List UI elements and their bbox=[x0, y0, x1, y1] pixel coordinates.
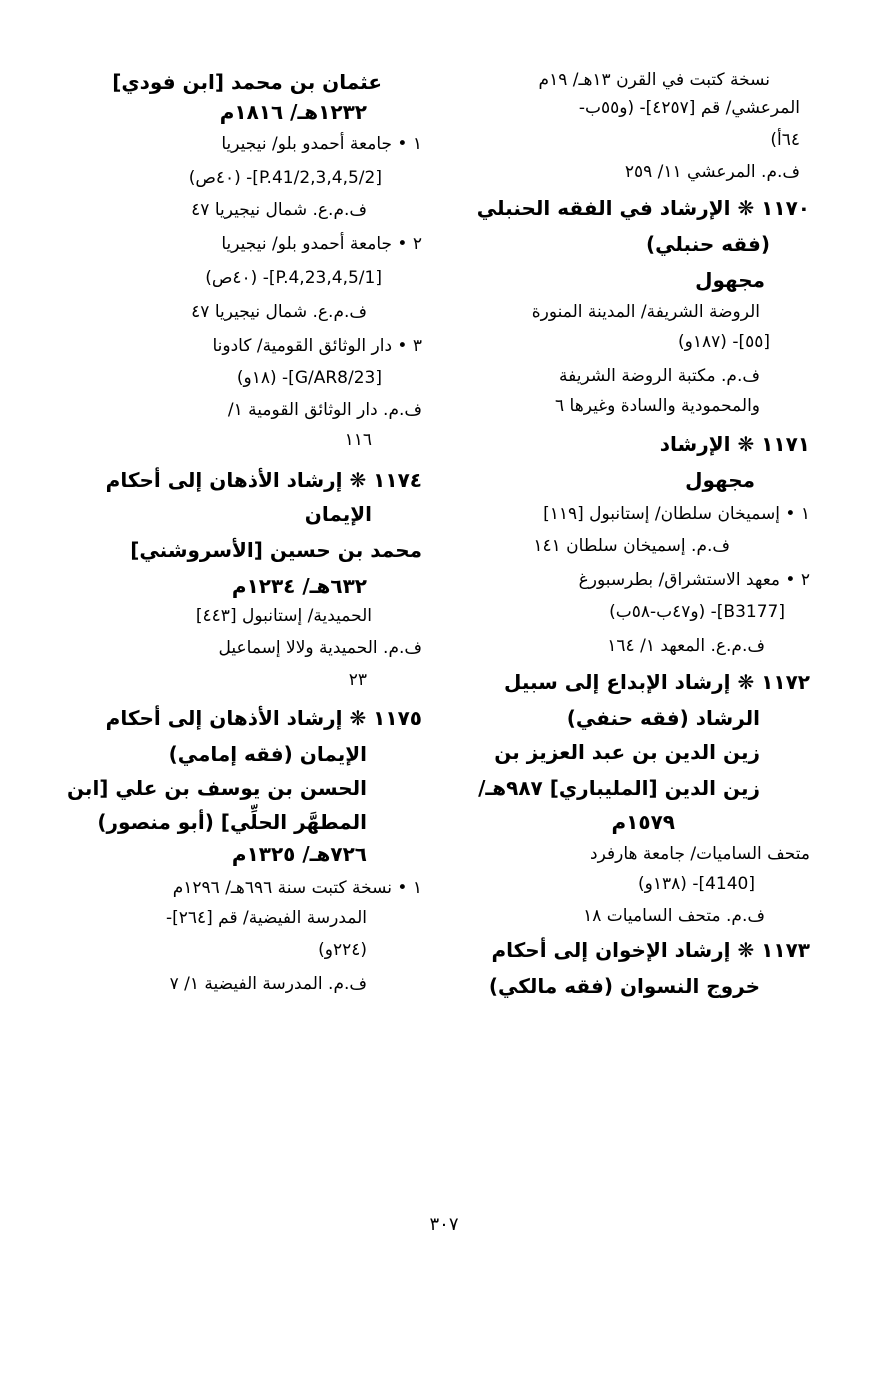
right-column-line-24: متحف الساميات/ جامعة هارفرد bbox=[590, 844, 810, 864]
right-column-line-16: ٢ • معهد الاستشراق/ بطرسبورغ bbox=[578, 570, 810, 590]
left-column-line-24: ٧٢٦هـ/ ١٣٢٥م bbox=[231, 842, 367, 866]
left-column-line-16: ٦٣٢هـ/ ١٢٣٤م bbox=[231, 574, 367, 598]
left-column-line-7: [1/P.4,23,4,5]- (٤٠ص) bbox=[205, 268, 382, 288]
left-column-line-25: ١ • نسخة كتبت سنة ٦٩٦هـ/ ١٢٩٦م bbox=[172, 878, 422, 898]
left-column-line-6: ٢ • جامعة أحمدو بلو/ نيجيريا bbox=[221, 234, 422, 254]
right-column-line-1: نسخة كتبت في القرن ١٣هـ/ ١٩م bbox=[538, 70, 770, 90]
left-column-line-28: ف.م. المدرسة الفيضية ١/ ٧ bbox=[169, 974, 367, 994]
left-column-line-18: ف.م. الحميدية ولالا إسماعيل bbox=[218, 638, 422, 658]
right-column-line-8: الروضة الشريفة/ المدينة المنورة bbox=[531, 302, 760, 322]
right-column-line-15: ف.م. إسميخان سلطان ١٤١ bbox=[533, 536, 730, 556]
right-column-line-11: والمحمودية والسادة وغيرها ٦ bbox=[555, 396, 760, 416]
left-column-line-4: [2/P.41/2,3,4,5]- (٤٠ص) bbox=[188, 168, 382, 188]
left-column-line-13: ١١٧٤ ❋ إرشاد الأذهان إلى أحكام bbox=[105, 468, 422, 492]
left-column-line-22: الحسن بن يوسف بن علي [ابن bbox=[66, 776, 367, 800]
left-column-line-3: ١ • جامعة أحمدو بلو/ نيجيريا bbox=[221, 134, 422, 154]
right-column-line-27: ١١٧٣ ❋ إرشاد الإخوان إلى أحكام bbox=[491, 938, 810, 962]
left-column-line-23: المطهَّر الحلِّي] (أبو منصور) bbox=[97, 810, 367, 834]
right-column-line-21: زين الدين بن عبد العزيز بن bbox=[494, 740, 760, 764]
left-column-line-9: ٣ • دار الوثائق القومية/ كادونا bbox=[212, 336, 422, 356]
left-column-line-17: الحميدية/ إستانبول [٤٤٣] bbox=[195, 606, 372, 626]
left-column-line-27: (٢٢٤و) bbox=[318, 940, 367, 960]
left-column-line-19: ٢٣ bbox=[348, 670, 367, 690]
left-column-line-2: ١٢٣٢هـ/ ١٨١٦م bbox=[219, 100, 367, 124]
right-column-line-9: [٥٥]- (١٨٧و) bbox=[678, 332, 770, 352]
left-column-line-11: ف.م. دار الوثائق القومية ١/ bbox=[227, 400, 422, 420]
left-column-line-5: ف.م.ع. شمال نيجيريا ٤٧ bbox=[191, 200, 367, 220]
right-column-line-12: ١١٧١ ❋ الإرشاد bbox=[659, 432, 810, 456]
right-column-line-5: ١١٧٠ ❋ الإرشاد في الفقه الحنبلي bbox=[476, 196, 810, 220]
right-column-line-6: (فقه حنبلي) bbox=[645, 232, 770, 256]
right-column-line-25: [4140]- (١٣٨و) bbox=[638, 874, 755, 894]
right-column-line-14: ١ • إسميخان سلطان/ إستانبول [١١٩] bbox=[543, 504, 810, 524]
right-column-line-22: زين الدين [المليباري] ٩٨٧هـ/ bbox=[478, 776, 760, 800]
right-column-line-10: ف.م. مكتبة الروضة الشريفة bbox=[559, 366, 760, 386]
right-column-line-13: مجهول bbox=[685, 468, 755, 492]
right-column-line-20: الرشاد (فقه حنفي) bbox=[566, 706, 760, 730]
right-column-line-19: ١١٧٢ ❋ إرشاد الإبداع إلى سبيل bbox=[504, 670, 810, 694]
left-column-line-14: الإيمان bbox=[304, 502, 372, 526]
right-column-line-2: المرعشي/ قم [٤٢٥٧]- (و٥٥ب- bbox=[578, 98, 800, 118]
right-column-line-17: [B3177]- (و٤٧ب-٥٨ب) bbox=[609, 602, 785, 622]
left-column-line-21: الإيمان (فقه إمامي) bbox=[168, 742, 367, 766]
right-column-line-26: ف.م. متحف الساميات ١٨ bbox=[583, 906, 765, 926]
left-column-line-20: ١١٧٥ ❋ إرشاد الأذهان إلى أحكام bbox=[105, 706, 422, 730]
right-column-line-28: خروج النسوان (فقه مالكي) bbox=[488, 974, 760, 998]
left-column-line-15: محمد بن حسين [الأسروشني] bbox=[130, 538, 422, 562]
left-column-line-12: ١١٦ bbox=[344, 430, 372, 450]
right-column-line-3: ٦٤أ) bbox=[770, 130, 800, 150]
left-column-line-10: [G/AR8/23]- (١٨و) bbox=[236, 368, 382, 388]
left-column-line-1: عثمان بن محمد [ابن فودي] bbox=[112, 70, 382, 94]
page-number: ٣٠٧ bbox=[429, 1214, 459, 1235]
right-column-line-18: ف.م.ع. المعهد ١/ ١٦٤ bbox=[607, 636, 765, 656]
right-column-line-7: مجهول bbox=[695, 268, 765, 292]
left-column-line-8: ف.م.ع. شمال نيجيريا ٤٧ bbox=[191, 302, 367, 322]
right-column-line-23: ١٥٧٩م bbox=[611, 810, 675, 834]
right-column-line-4: ف.م. المرعشي ١١/ ٢٥٩ bbox=[624, 162, 800, 182]
left-column-line-26: المدرسة الفيضية/ قم [٢٦٤]- bbox=[165, 908, 367, 928]
